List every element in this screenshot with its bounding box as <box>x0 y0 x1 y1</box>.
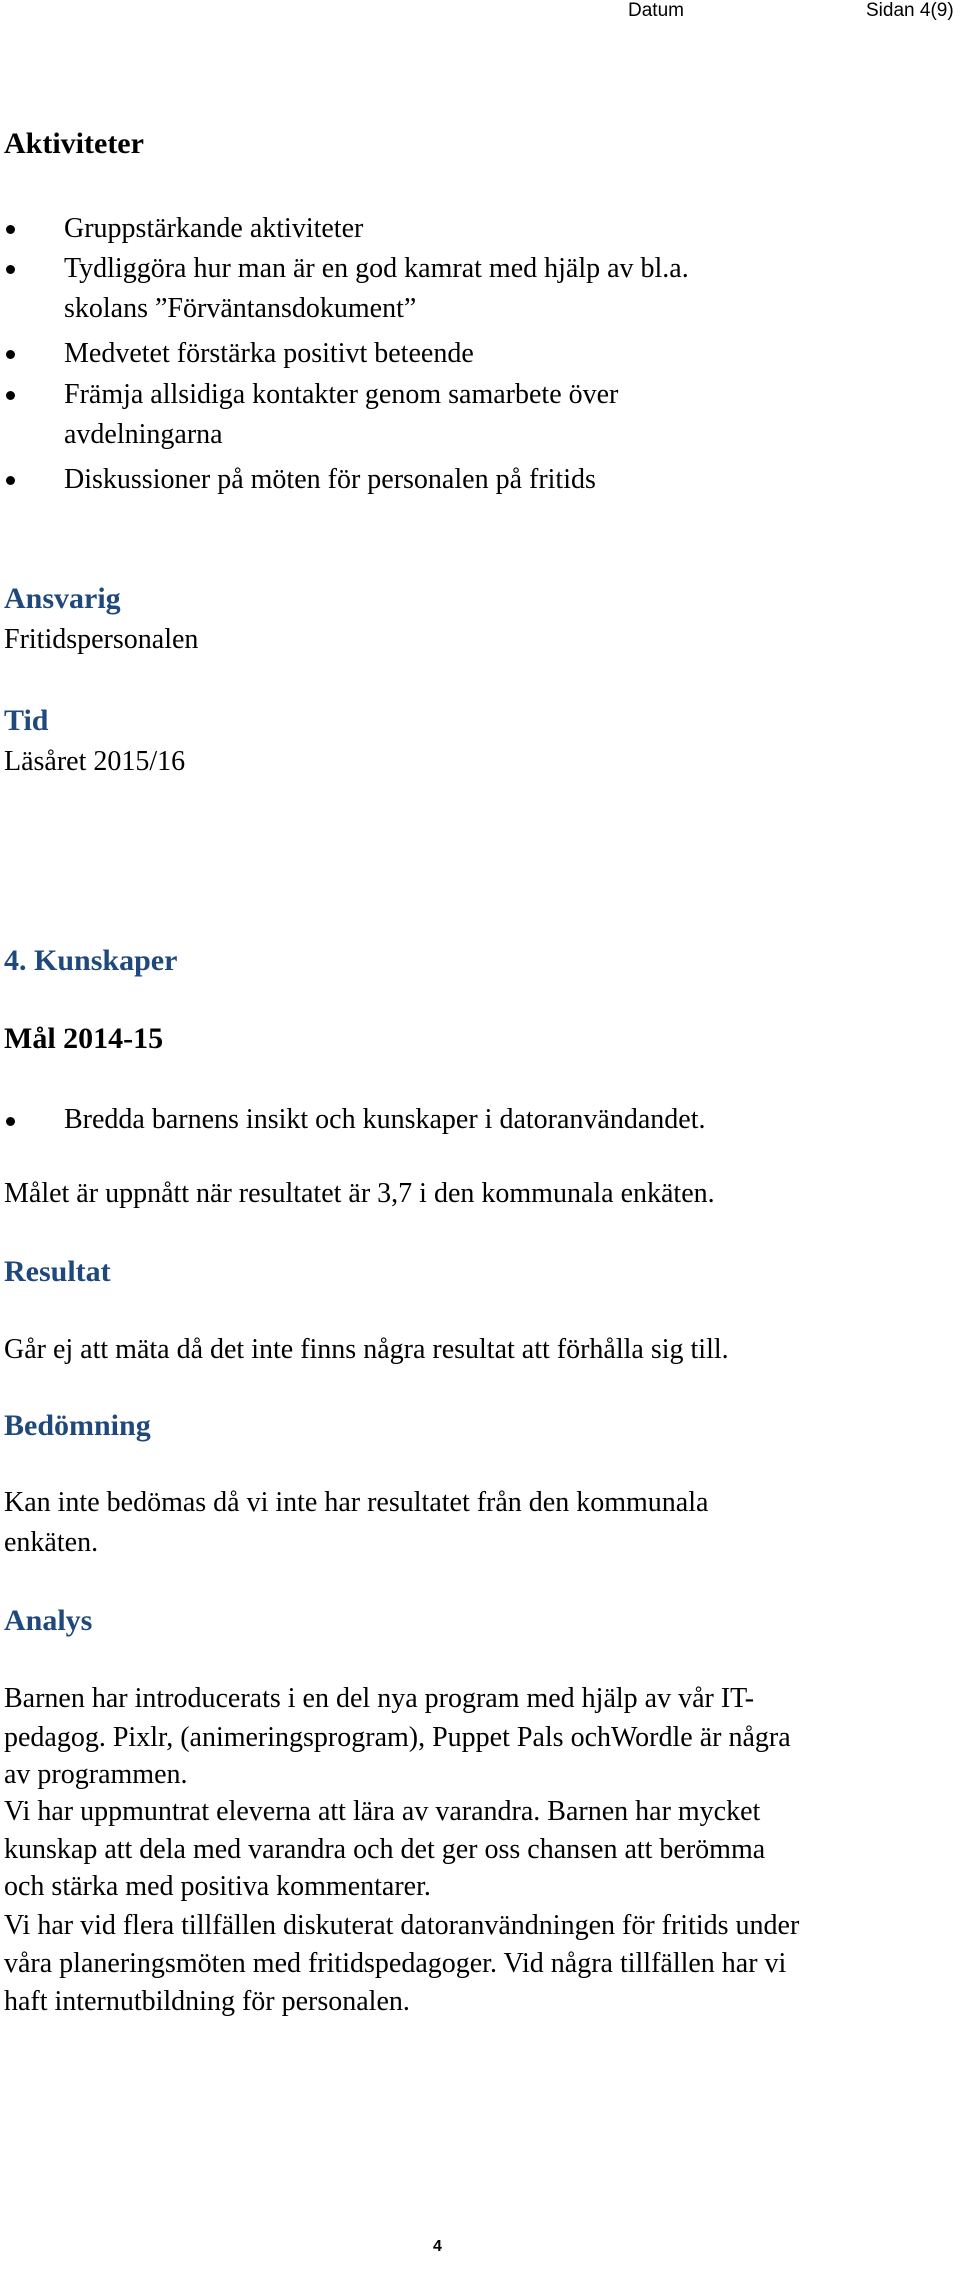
tid-value: Läsåret 2015/16 <box>4 746 186 777</box>
list-item: Medvetet förstärka positivt beteende <box>64 338 474 369</box>
list-item: Bredda barnens insikt och kunskaper i datoranvändandet. <box>64 1104 706 1135</box>
section-heading-analys: Analys <box>4 1604 93 1637</box>
bedomning-line: enkäten. <box>4 1527 99 1558</box>
section-heading-aktiviteter: Aktiviteter <box>4 127 144 160</box>
list-item-continuation: skolans ”Förväntansdokument” <box>64 293 417 324</box>
header-date-label: Datum <box>628 0 684 21</box>
list-item: Främja allsidiga kontakter genom samarbete över <box>64 379 619 410</box>
section-heading-resultat: Resultat <box>4 1255 111 1288</box>
header-page-label: Sidan 4(9) <box>866 0 954 21</box>
footer-page-number: 4 <box>433 2238 442 2255</box>
resultat-text: Går ej att mäta då det inte finns några resultat att förhålla sig till. <box>4 1334 729 1365</box>
analys-line: Vi har uppmuntrat eleverna att lära av varandra. Barnen har mycket <box>4 1796 761 1827</box>
bullet-icon <box>6 265 15 274</box>
goal-text: Målet är uppnått när resultatet är 3,7 i den kommunala enkäten. <box>4 1178 715 1209</box>
bullet-icon <box>6 1117 15 1126</box>
section-heading-ansvarig: Ansvarig <box>4 582 121 615</box>
bullet-icon <box>6 350 15 359</box>
analys-line: pedagog. Pixlr, (animeringsprogram), Puppet Pals ochWordle är några <box>4 1722 791 1753</box>
bullet-icon <box>6 225 15 234</box>
analys-line: haft internutbildning för personalen. <box>4 1986 410 2017</box>
section-heading-bedomning: Bedömning <box>4 1409 151 1442</box>
bullet-icon <box>6 391 15 400</box>
analys-line: av programmen. <box>4 1759 188 1790</box>
list-item: Diskussioner på möten för personalen på fritids <box>64 464 596 495</box>
bullet-icon <box>6 476 15 485</box>
section-heading-tid: Tid <box>4 704 49 737</box>
ansvarig-value: Fritidspersonalen <box>4 624 199 655</box>
bedomning-line: Kan inte bedömas då vi inte har resultatet från den kommunala <box>4 1487 709 1518</box>
list-item-continuation: avdelningarna <box>64 419 223 450</box>
analys-line: kunskap att dela med varandra och det ger oss chansen att berömma <box>4 1834 766 1865</box>
analys-line: Vi har vid flera tillfällen diskuterat datoranvändningen för fritids under <box>4 1910 800 1941</box>
section-heading-kunskaper: 4. Kunskaper <box>4 944 178 977</box>
analys-line: Barnen har introducerats i en del nya program med hjälp av vår IT- <box>4 1683 755 1714</box>
analys-line: våra planeringsmöten med fritidspedagoger. Vid några tillfällen har vi <box>4 1948 787 1979</box>
goal-heading: Mål 2014-15 <box>4 1022 164 1055</box>
list-item: Gruppstärkande aktiviteter <box>64 213 364 244</box>
analys-line: och stärka med positiva kommentarer. <box>4 1871 431 1902</box>
list-item: Tydliggöra hur man är en god kamrat med hjälp av bl.a. <box>64 253 689 284</box>
